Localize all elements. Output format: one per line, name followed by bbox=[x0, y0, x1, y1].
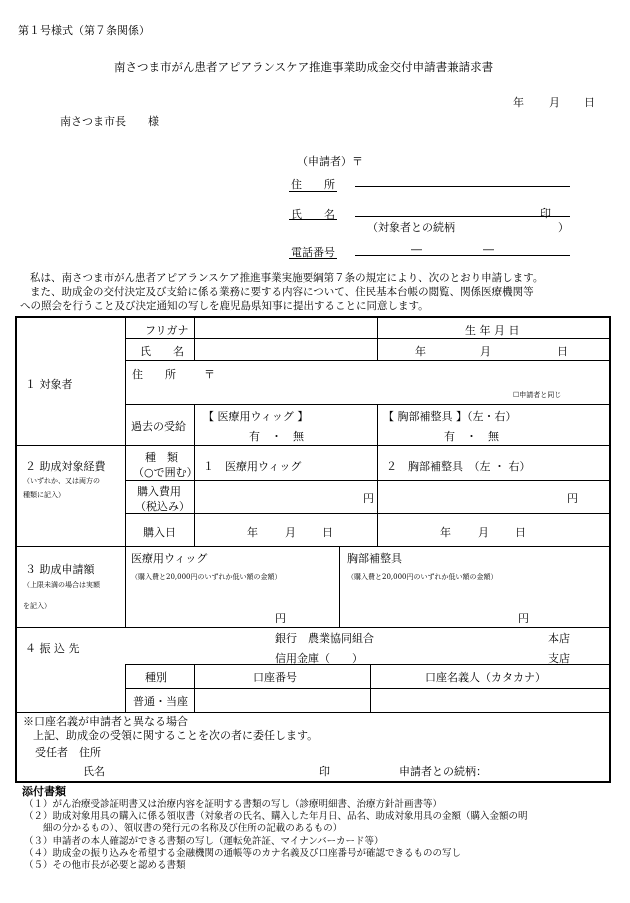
grid-line bbox=[194, 318, 195, 360]
grid-line bbox=[125, 404, 611, 405]
day-label: 日 bbox=[557, 345, 568, 358]
attachment-item: （３）申請者の本人確認ができる書類の写し（運転免許証、マイナンバーカード等） bbox=[24, 836, 384, 847]
account-holder-label: 口座名義人（カタカナ） bbox=[425, 671, 546, 684]
application-form-table bbox=[15, 316, 611, 783]
grid-line bbox=[377, 318, 378, 360]
day-label: 日 bbox=[515, 526, 526, 539]
wig-amount-label: 医療用ウィッグ bbox=[131, 552, 208, 565]
statement-line: また、助成金の交付決定及び支給に係る業務に要する内容について、住民基本台帳の閲覧、関係医療機関等 bbox=[30, 286, 534, 298]
address-label: 住 所 bbox=[132, 368, 176, 381]
grid-line bbox=[125, 664, 611, 665]
delegation-note: ※口座名義が申請者と異なる場合 bbox=[23, 715, 188, 728]
breast-option-label: 【 胸部補整具 】（左・右） bbox=[383, 410, 517, 423]
grid-line bbox=[339, 546, 340, 627]
address-field[interactable] bbox=[355, 186, 570, 187]
section-label: １ 対象者 bbox=[25, 378, 73, 391]
attachment-item: 細の分かるもの）、領収書の発行元の名称及び住所の記載のあるもの） bbox=[24, 823, 343, 834]
name-field[interactable] bbox=[355, 216, 570, 217]
grid-line bbox=[17, 445, 611, 446]
month-label: 月 bbox=[480, 345, 491, 358]
yen-unit: 円 bbox=[567, 492, 578, 505]
relation-label: （対象者との続柄 bbox=[367, 221, 455, 234]
grid-line bbox=[125, 513, 611, 514]
date-day-label: 日 bbox=[584, 96, 595, 109]
applicant-label: （申請者）〒 bbox=[297, 155, 363, 168]
form-number: 第１号様式（第７条関係） bbox=[18, 24, 150, 37]
yen-unit: 円 bbox=[363, 492, 374, 505]
date-month-label: 月 bbox=[549, 96, 560, 109]
name-label-underline bbox=[289, 219, 337, 220]
past-receipt-label: 過去の受給 bbox=[131, 420, 186, 433]
grid-line bbox=[125, 688, 611, 689]
attachment-item: （４）助成金の振り込みを希望する金融機関の通帳等のカナ名義及び口座番号が確認できるものの写し bbox=[24, 848, 462, 859]
month-label: 月 bbox=[285, 526, 296, 539]
year-label: 年 bbox=[415, 345, 426, 358]
section-label: ２ 助成対象経費 bbox=[25, 460, 106, 473]
statement-line: への照会を行うこと及び決定通知の写しを鹿児島県知事に提出することに同意します。 bbox=[20, 300, 429, 312]
postal-mark: 〒 bbox=[204, 368, 215, 381]
name-label: 氏 名 bbox=[291, 208, 335, 221]
addressee: 南さつま市長 様 bbox=[60, 115, 159, 128]
phone-separator: ― bbox=[411, 243, 422, 256]
section-label: ４ 振 込 先 bbox=[25, 642, 80, 655]
phone-field[interactable] bbox=[355, 255, 570, 256]
grid-line bbox=[125, 480, 611, 481]
section-note: （いずれか、又は両方の bbox=[23, 477, 100, 485]
wig-yes-no[interactable]: 有 ・ 無 bbox=[249, 430, 304, 443]
address-label: 住 所 bbox=[291, 178, 335, 191]
relation-close: ） bbox=[558, 221, 569, 234]
breast-yes-no[interactable]: 有 ・ 無 bbox=[444, 430, 499, 443]
grid-line bbox=[125, 360, 611, 361]
section-note: （上限未満の場合は実額 bbox=[23, 581, 100, 589]
kind-note: （○で囲む） bbox=[133, 466, 198, 479]
phone-separator: ― bbox=[483, 243, 494, 256]
grid-line bbox=[194, 664, 195, 712]
account-number-label: 口座番号 bbox=[253, 671, 297, 684]
attachments-title: 添付書類 bbox=[22, 785, 66, 798]
grid-line bbox=[125, 318, 126, 627]
statement-line: 私は、南さつま市がん患者アピアランスケア推進事業実施要綱第７条の規定により、次のとおり申請します。 bbox=[30, 272, 544, 284]
calc-note: （購入費と20,000円のいずれか低い額の金額） bbox=[131, 573, 282, 581]
grid-line bbox=[194, 404, 195, 445]
year-label: 年 bbox=[247, 526, 258, 539]
agent-name-label: 氏名 bbox=[83, 765, 105, 778]
grid-line bbox=[370, 664, 371, 712]
grid-line bbox=[17, 627, 611, 628]
attachment-item: （５）その他市長が必要と認める書類 bbox=[24, 860, 186, 871]
furigana-label: フリガナ bbox=[145, 324, 189, 337]
yen-unit: 円 bbox=[518, 612, 529, 625]
kind-label: 種 類 bbox=[145, 451, 178, 464]
section-note: 種類に記入） bbox=[23, 491, 65, 499]
cost-label: 購入費用 bbox=[137, 485, 181, 498]
grid-line bbox=[377, 445, 378, 546]
grid-line bbox=[377, 404, 378, 445]
yen-unit: 円 bbox=[275, 612, 286, 625]
attachment-item: （１）がん治療受診証明書又は治療内容を証明する書類の写し（診療明細書、治療方針計画書等） bbox=[24, 799, 443, 810]
birthdate-label: 生 年 月 日 bbox=[465, 324, 520, 337]
grid-line bbox=[17, 546, 611, 547]
section-note: を記入） bbox=[23, 602, 51, 610]
agent-relation-label: 申請者との続柄： bbox=[399, 765, 487, 778]
wig-option-label: 【 医療用ウィッグ 】 bbox=[203, 410, 309, 423]
calc-note: （購入費と20,000円のいずれか低い額の金額） bbox=[347, 573, 498, 581]
date-year-label: 年 bbox=[513, 96, 524, 109]
purchase-date-label: 購入日 bbox=[143, 526, 176, 539]
day-label: 日 bbox=[322, 526, 333, 539]
section-label: ３ 助成申請額 bbox=[25, 563, 95, 576]
seal-mark: 印 bbox=[319, 765, 330, 778]
shinkin-label[interactable]: 信用金庫（ ） bbox=[275, 652, 363, 665]
bank-type-label[interactable]: 銀行 農業協同組合 bbox=[275, 632, 374, 645]
phone-label: 電話番号 bbox=[291, 246, 335, 259]
seal-mark: 印 bbox=[540, 207, 551, 220]
cost-note: （税込み） bbox=[135, 500, 190, 513]
wig-kind-option[interactable]: １ 医療用ウィッグ bbox=[203, 460, 302, 473]
month-label: 月 bbox=[478, 526, 489, 539]
account-type-label: 種別 bbox=[145, 671, 167, 684]
same-as-applicant-checkbox[interactable]: ☐申請者と同じ bbox=[513, 391, 562, 399]
name-label: 氏 名 bbox=[140, 345, 184, 358]
branch-label[interactable]: 支店 bbox=[548, 652, 570, 665]
agent-address-label: 受任者 住所 bbox=[35, 746, 101, 759]
grid-line bbox=[125, 338, 611, 339]
head-office-label[interactable]: 本店 bbox=[548, 632, 570, 645]
account-type-value[interactable]: 普通・当座 bbox=[133, 695, 188, 708]
address-label-underline bbox=[289, 191, 337, 192]
delegation-text: 上記、助成金の受領に関することを次の者に委任します。 bbox=[33, 729, 319, 742]
attachment-item: （２）助成対象用具の購入に係る領収書（対象者の氏名、購入した年月日、品名、助成対象用具の金額（購入金額の明 bbox=[24, 811, 528, 822]
breast-amount-label: 胸部補整具 bbox=[347, 552, 402, 565]
form-title: 南さつま市がん患者アピアランスケア推進事業助成金交付申請書兼請求書 bbox=[114, 60, 494, 74]
year-label: 年 bbox=[440, 526, 451, 539]
breast-kind-option[interactable]: ２ 胸部補整具 （左 ・ 右） bbox=[386, 460, 531, 473]
phone-label-underline bbox=[289, 258, 337, 259]
grid-line bbox=[194, 445, 195, 546]
